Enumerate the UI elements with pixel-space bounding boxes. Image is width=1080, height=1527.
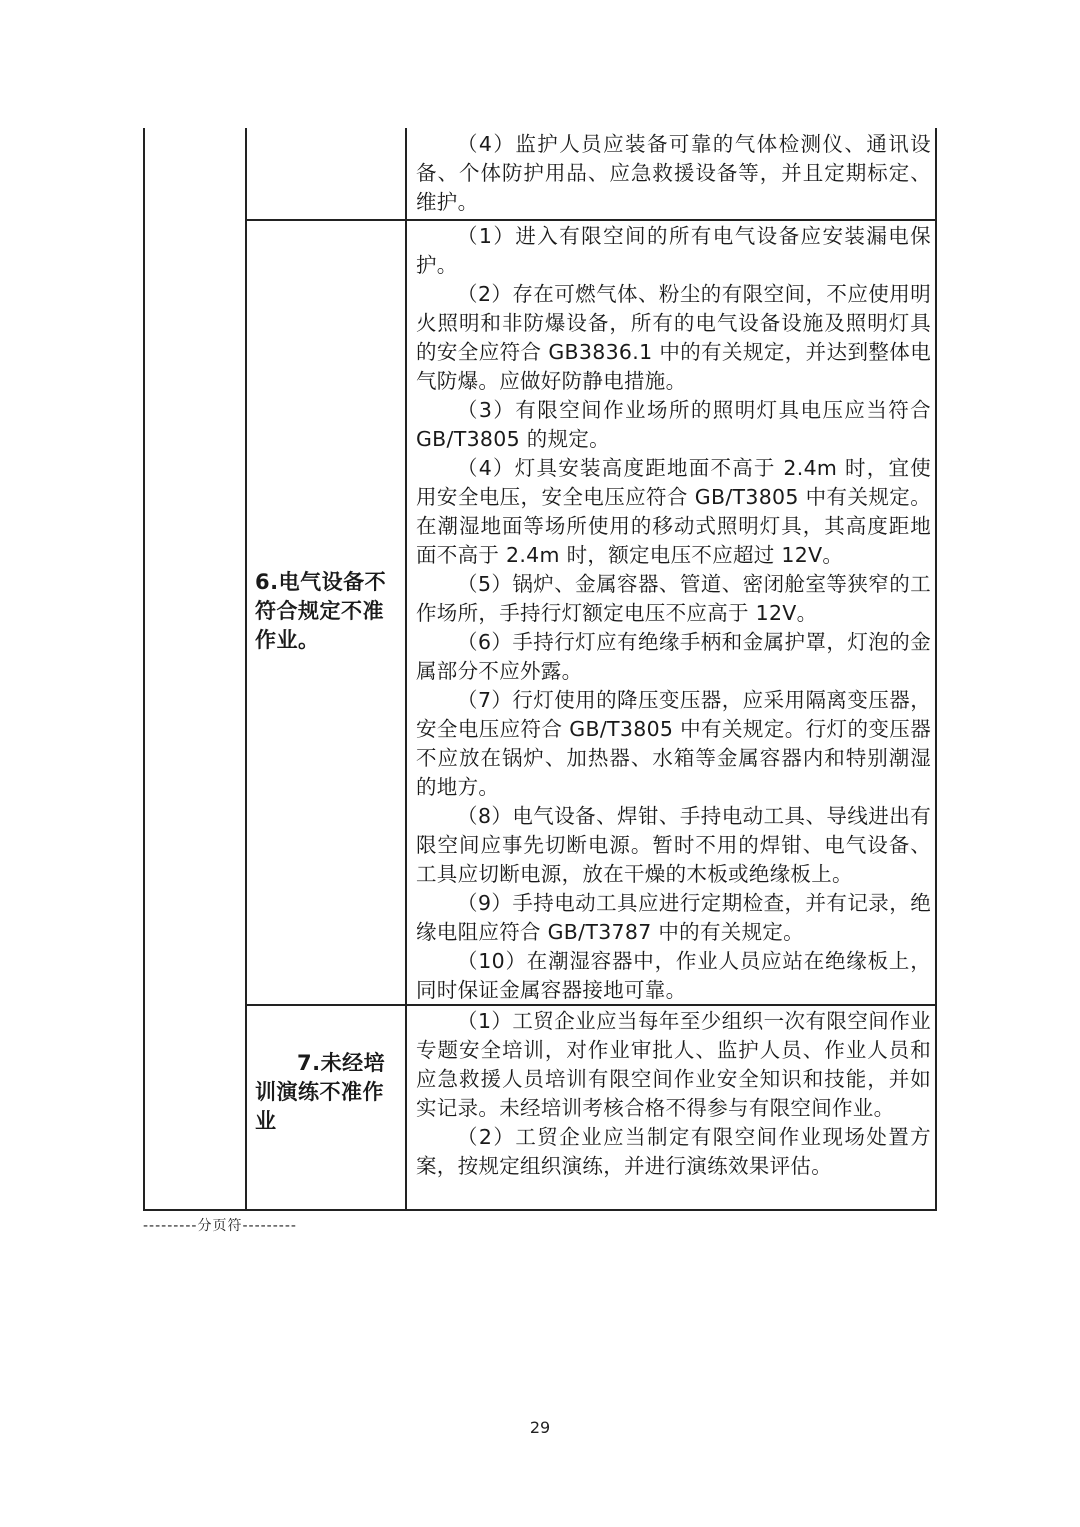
table-border-left [143, 128, 145, 1211]
row-6-item: （2）存在可燃气体、粉尘的有限空间，不应使用明火照明和非防爆设备，所有的电气设备设施及照明灯具的安全应符合 GB3836.1 中的有关规定，并达到整体电气防爆。应做好防静电措施。 [416, 282, 931, 393]
row-6-item: （10）在潮湿容器中，作业人员应站在绝缘板上，同时保证金属容器接地可靠。 [416, 949, 931, 1002]
row-6-item: （9）手持电动工具应进行定期检查，并有记录，绝缘电阻应符合 GB/T3787 中的有关规定。 [416, 891, 931, 944]
row-6-item: （4）灯具安装高度距地面不高于 2.4m 时，宜使用安全电压，安全电压应符合 GB/T3805 中有关规定。在潮湿地面等场所使用的移动式照明灯具，其高度距地面不高于 2.4m 时，额定电压不应超过 12V。 [416, 456, 931, 567]
row-6-item: （3）有限空间作业场所的照明灯具电压应当符合 GB/T3805 的规定。 [416, 398, 931, 451]
page-break-marker: ---------分页符--------- [143, 1218, 297, 1234]
row-6-item: （1）进入有限空间的所有电气设备应安装漏电保护。 [416, 224, 931, 277]
row-6-item: （5）锅炉、金属容器、管道、密闭舱室等狭窄的工作场所，手持行灯额定电压不应高于 12V。 [416, 572, 931, 625]
page-number: 29 [529, 1418, 551, 1437]
table-border-right [935, 128, 937, 1211]
row-7-label-line1: 7.未经培 [297, 1051, 386, 1075]
row-7-item: （2）工贸企业应当制定有限空间作业现场处置方案，按规定组织演练，并进行演练效果评估。 [416, 1125, 931, 1178]
table-border-bottom [143, 1209, 937, 1211]
row-7-content [416, 1007, 931, 1181]
row-6-item: （6）手持行灯应有绝缘手柄和金属护罩，灯泡的金属部分不应外露。 [416, 630, 931, 683]
table-column-divider-1 [245, 128, 247, 1211]
row-6-label: 6.电气设备不符合规定不准作业。 [255, 570, 387, 652]
row-6-item: （7）行灯使用的降压变压器，应采用隔离变压器，安全电压应符合 GB/T3805 中有关规定。行灯的变压器不应放在锅炉、加热器、水箱等金属容器内和特别潮湿的地方。 [416, 688, 931, 799]
table-row-divider-1 [245, 219, 937, 221]
row-6-item: （8）电气设备、焊钳、手持电动工具、导线进出有限空间应事先切断电源。暂时不用的焊钳、电气设备、工具应切断电源，放在干燥的木板或绝缘板上。 [416, 804, 931, 886]
row-7-item: （1）工贸企业应当每年至少组织一次有限空间作业专题安全培训，对作业审批人、监护人员、作业人员和应急救援人员培训有限空间作业安全知识和技能，并如实记录。未经培训考核合格不得参与有限空间作业。 [416, 1009, 931, 1120]
row-6-content [416, 222, 931, 1005]
row-7-label [255, 1049, 395, 1136]
continuation-item: （4）监护人员应装备可靠的气体检测仪、通讯设备、个体防护用品、应急救援设备等，并且定期标定、维护。 [416, 132, 931, 214]
continuation-cell [416, 130, 931, 217]
table-column-divider-2 [405, 128, 407, 1211]
row-7-label-rest: 训演练不准作业 [255, 1080, 384, 1133]
